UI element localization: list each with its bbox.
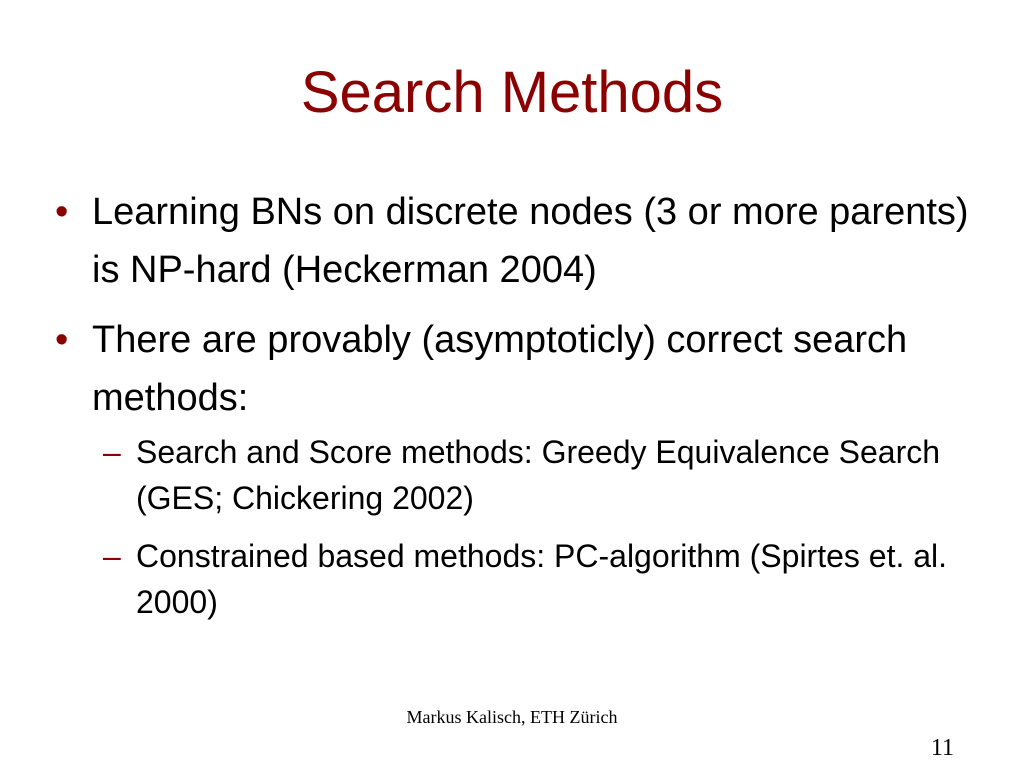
bullet-item-2 bbox=[55, 311, 985, 625]
bullet-marker: • bbox=[55, 319, 69, 361]
sub-bullet-text: Constrained based methods: PC-algorithm (Spirtes et. al. 2000) bbox=[136, 538, 948, 620]
slide-number: 11 bbox=[930, 735, 954, 761]
bullet-item-1 bbox=[55, 183, 985, 299]
bullet-text: Learning BNs on discrete nodes (3 or more parents) is NP-hard (Heckerman 2004) bbox=[92, 191, 969, 291]
sub-bullet-text: Search and Score methods: Greedy Equivalence Search (GES; Chickering 2002) bbox=[136, 434, 941, 516]
slide-footer: Markus Kalisch, ETH Zürich bbox=[406, 707, 618, 727]
sub-bullet-marker: – bbox=[103, 434, 121, 470]
bullet-list bbox=[55, 183, 985, 637]
sub-bullet-list bbox=[92, 429, 985, 625]
sub-bullet-item-2 bbox=[92, 533, 985, 625]
sub-bullet-marker: – bbox=[103, 538, 121, 574]
slide-title: Search Methods bbox=[300, 60, 724, 125]
sub-bullet-item-1 bbox=[92, 429, 985, 521]
bullet-marker: • bbox=[55, 191, 69, 233]
bullet-text: There are provably (asymptoticly) correct search methods: bbox=[92, 319, 908, 419]
